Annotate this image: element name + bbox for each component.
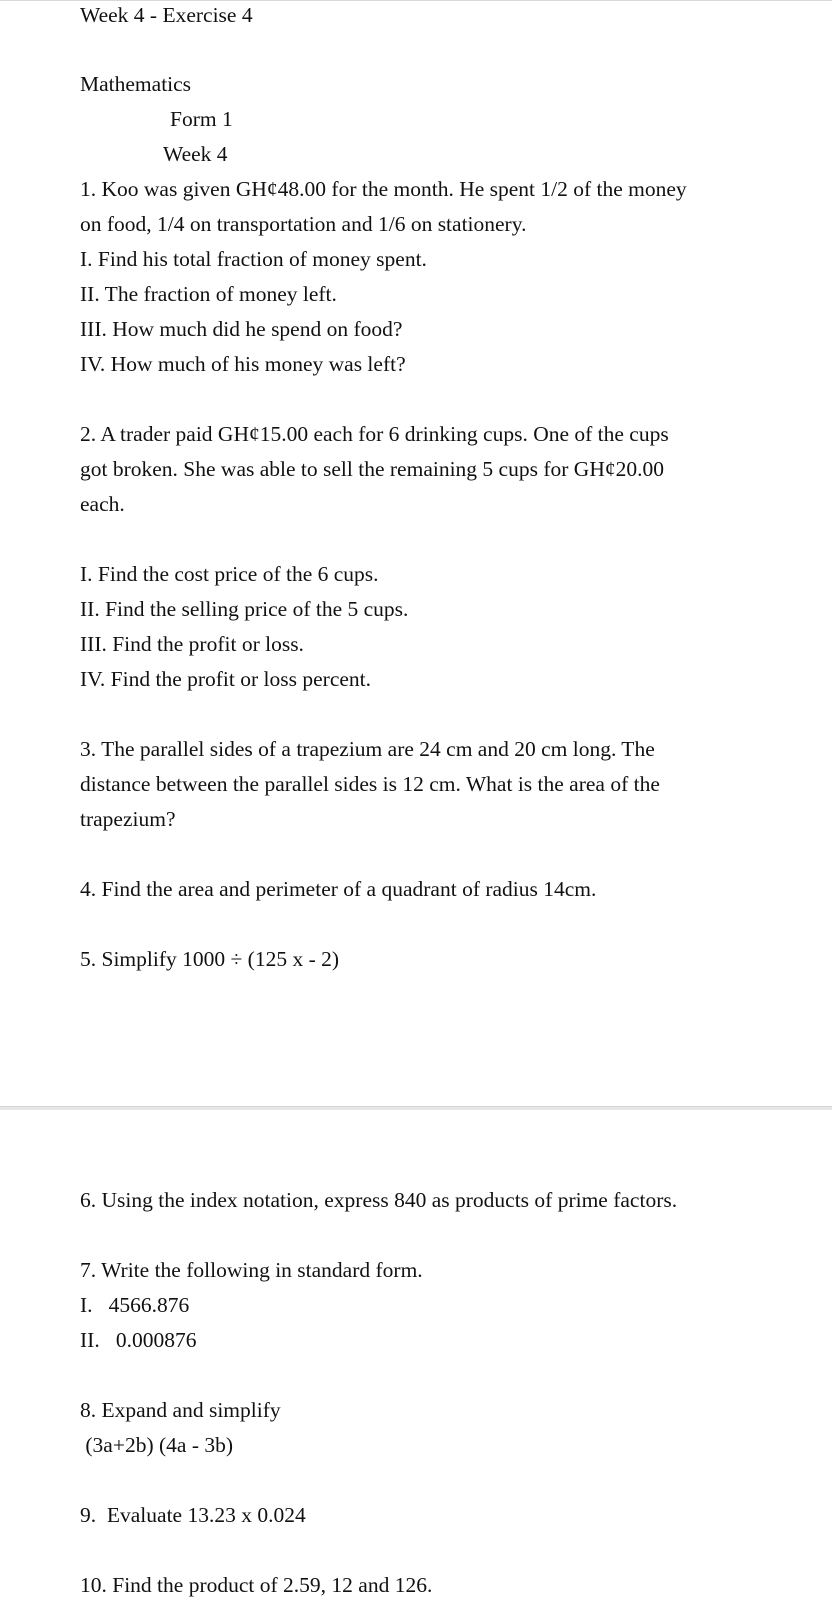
question-2-part-ii: II. Find the selling price of the 5 cups.	[80, 597, 409, 621]
subject-label: Mathematics	[80, 72, 192, 96]
question-7-part-i: I. 4566.876	[80, 1293, 190, 1317]
question-10: 10. Find the product of 2.59, 12 and 126.	[80, 1573, 433, 1597]
question-6: 6. Using the index notation, express 840 as products of prime factors.	[80, 1188, 678, 1212]
question-2-line-1: 2. A trader paid GH¢15.00 each for 6 drinking cups. One of the cups	[80, 422, 669, 446]
week-label: Week 4	[163, 142, 228, 166]
question-1-line-1: 1. Koo was given GH¢48.00 for the month. He spent 1/2 of the money	[80, 177, 687, 201]
question-1-part-iii: III. How much did he spend on food?	[80, 317, 403, 341]
question-3-line-3: trapezium?	[80, 807, 176, 831]
question-2-line-2: got broken. She was able to sell the remaining 5 cups for GH¢20.00	[80, 457, 664, 481]
question-3-line-1: 3. The parallel sides of a trapezium are 24 cm and 20 cm long. The	[80, 737, 655, 761]
form-label: Form 1	[170, 107, 233, 131]
question-7-line-1: 7. Write the following in standard form.	[80, 1258, 423, 1282]
question-3-line-2: distance between the parallel sides is 12 cm. What is the area of the	[80, 772, 660, 796]
question-1-part-iv: IV. How much of his money was left?	[80, 352, 406, 376]
question-1-line-2: on food, 1/4 on transportation and 1/6 on stationery.	[80, 212, 527, 236]
question-1-part-ii: II. The fraction of money left.	[80, 282, 337, 306]
question-9: 9. Evaluate 13.23 x 0.024	[80, 1503, 306, 1527]
question-4: 4. Find the area and perimeter of a quadrant of radius 14cm.	[80, 877, 597, 901]
question-5: 5. Simplify 1000 ÷ (125 x - 2)	[80, 947, 340, 971]
question-2-line-3: each.	[80, 492, 125, 516]
question-2-part-i: I. Find the cost price of the 6 cups.	[80, 562, 379, 586]
question-2-part-iii: III. Find the profit or loss.	[80, 632, 304, 656]
question-7-part-ii: II. 0.000876	[80, 1328, 197, 1352]
question-8-expression: (3a+2b) (4a - 3b)	[80, 1433, 234, 1457]
page-divider	[0, 1106, 832, 1110]
question-2-part-iv: IV. Find the profit or loss percent.	[80, 667, 372, 691]
question-1-part-i: I. Find his total fraction of money spent.	[80, 247, 427, 271]
exercise-title: Week 4 - Exercise 4	[80, 3, 253, 27]
question-8-line-1: 8. Expand and simplify	[80, 1398, 281, 1422]
